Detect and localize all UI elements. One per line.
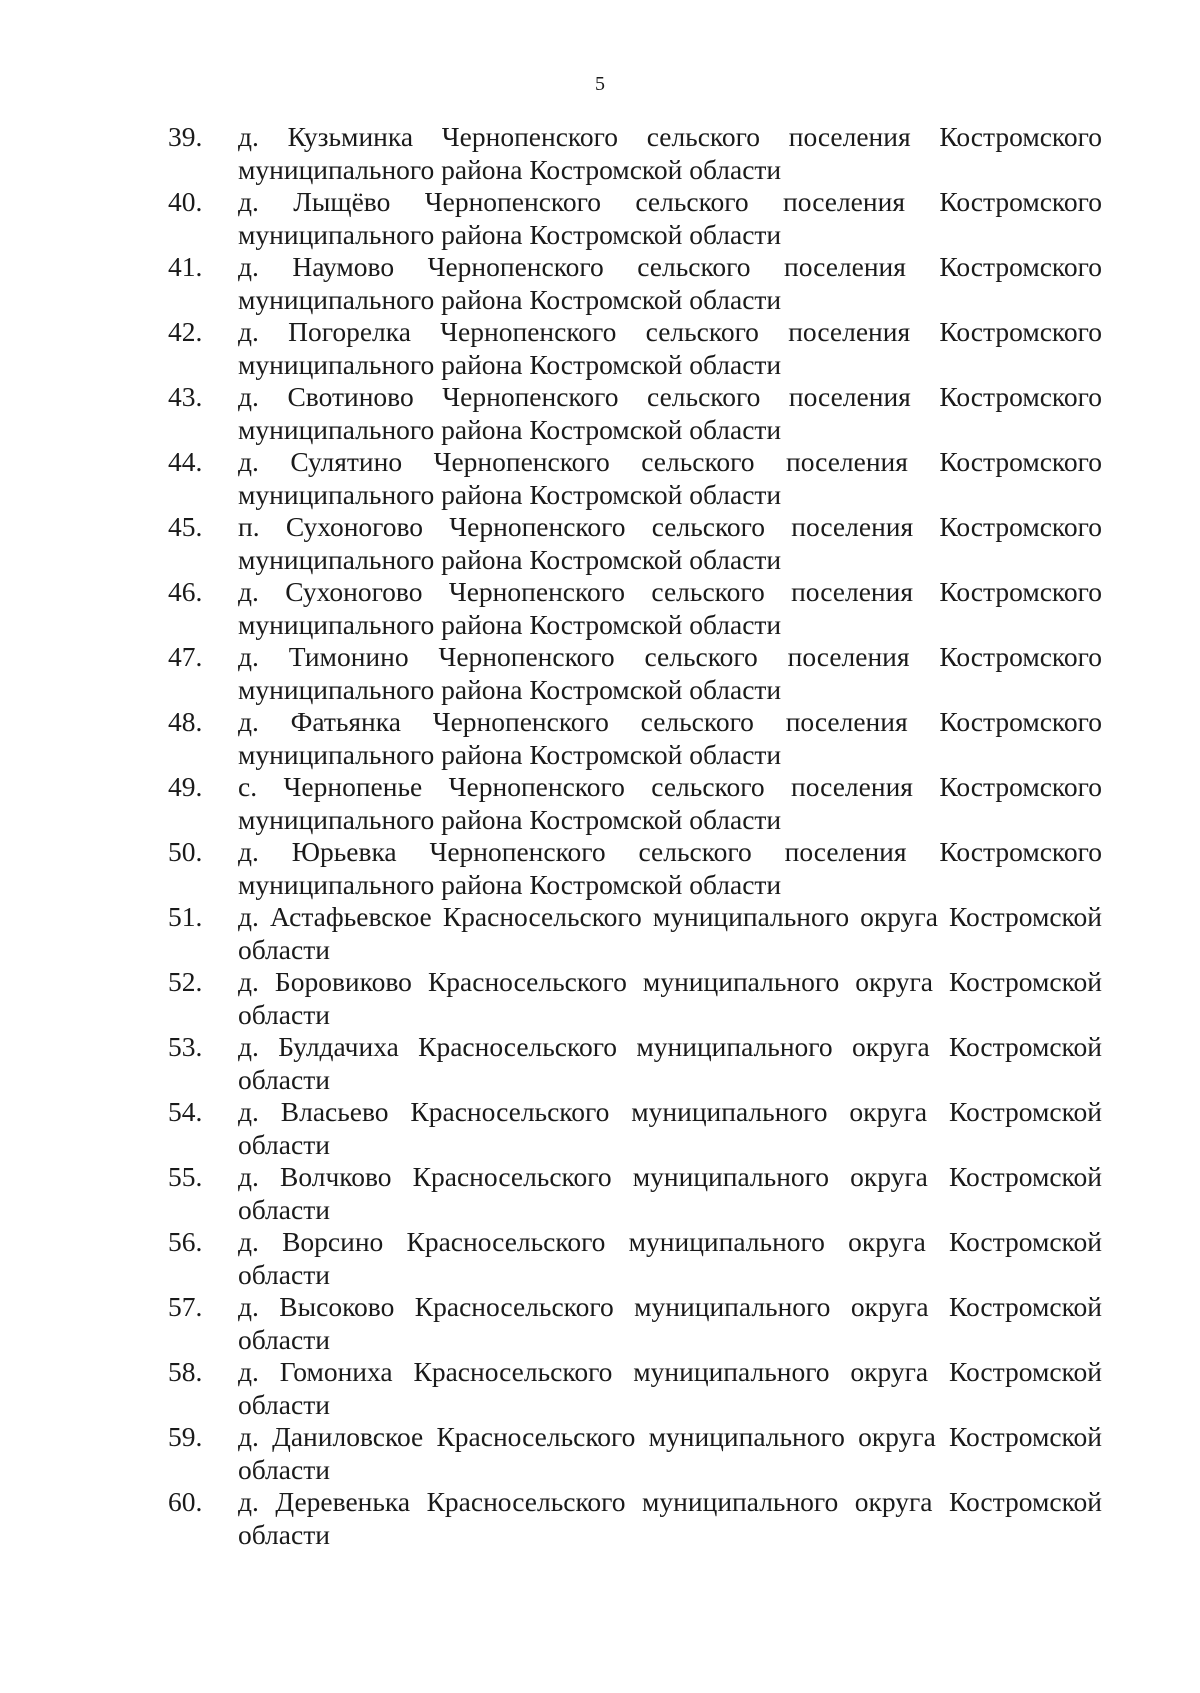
item-number: 52. bbox=[168, 966, 203, 997]
item-text: д. Деревенька Красносельского муниципального округа Костромской области bbox=[238, 1486, 1102, 1550]
settlement-list bbox=[168, 121, 1102, 1551]
item-number: 50. bbox=[168, 836, 203, 867]
list-item bbox=[168, 1356, 1102, 1421]
item-text: д. Власьево Красносельского муниципального округа Костромской области bbox=[238, 1096, 1102, 1160]
list-item bbox=[168, 901, 1102, 966]
list-item bbox=[168, 771, 1102, 836]
list-item bbox=[168, 641, 1102, 706]
item-number: 40. bbox=[168, 186, 203, 217]
item-text: д. Юрьевка Чернопенского сельского поселения Костромского муниципального района Костромской области bbox=[238, 836, 1102, 900]
list-item bbox=[168, 446, 1102, 511]
item-number: 42. bbox=[168, 316, 203, 347]
item-number: 39. bbox=[168, 121, 203, 152]
item-number: 45. bbox=[168, 511, 203, 542]
item-text: д. Свотиново Чернопенского сельского поселения Костромского муниципального района Костромской области bbox=[238, 381, 1102, 445]
list-item bbox=[168, 576, 1102, 641]
item-number: 56. bbox=[168, 1226, 203, 1257]
list-item bbox=[168, 511, 1102, 576]
item-text: д. Булдачиха Красносельского муниципального округа Костромской области bbox=[238, 1031, 1102, 1095]
list-item bbox=[168, 1226, 1102, 1291]
item-text: п. Сухоногово Чернопенского сельского поселения Костромского муниципального района Костромской области bbox=[238, 511, 1102, 575]
list-item bbox=[168, 251, 1102, 316]
item-text: д. Тимонино Чернопенского сельского поселения Костромского муниципального района Костромской области bbox=[238, 641, 1102, 705]
item-text: д. Кузьминка Чернопенского сельского поселения Костромского муниципального района Костромской области bbox=[238, 121, 1102, 185]
item-text: д. Сухоногово Чернопенского сельского поселения Костромского муниципального района Костромской области bbox=[238, 576, 1102, 640]
item-number: 60. bbox=[168, 1486, 203, 1517]
list-item bbox=[168, 186, 1102, 251]
item-number: 51. bbox=[168, 901, 203, 932]
item-text: д. Ворсино Красносельского муниципального округа Костромской области bbox=[238, 1226, 1102, 1290]
item-text: д. Фатьянка Чернопенского сельского поселения Костромского муниципального района Костромской области bbox=[238, 706, 1102, 770]
item-text: д. Волчково Красносельского муниципального округа Костромской области bbox=[238, 1161, 1102, 1225]
item-text: д. Астафьевское Красносельского муниципального округа Костромской области bbox=[238, 901, 1102, 965]
item-text: д. Даниловское Красносельского муниципального округа Костромской области bbox=[238, 1421, 1102, 1485]
item-number: 57. bbox=[168, 1291, 203, 1322]
list-item bbox=[168, 966, 1102, 1031]
item-text: д. Наумово Чернопенского сельского поселения Костромского муниципального района Костромской области bbox=[238, 251, 1102, 315]
item-text: д. Погорелка Чернопенского сельского поселения Костромского муниципального района Костромской области bbox=[238, 316, 1102, 380]
list-item bbox=[168, 836, 1102, 901]
list-item bbox=[168, 1096, 1102, 1161]
list-item bbox=[168, 121, 1102, 186]
list-item bbox=[168, 316, 1102, 381]
item-text: д. Лыщёво Чернопенского сельского поселения Костромского муниципального района Костромской области bbox=[238, 186, 1102, 250]
item-number: 41. bbox=[168, 251, 203, 282]
list-item bbox=[168, 1291, 1102, 1356]
list-item bbox=[168, 1161, 1102, 1226]
item-number: 46. bbox=[168, 576, 203, 607]
item-number: 44. bbox=[168, 446, 203, 477]
item-number: 55. bbox=[168, 1161, 203, 1192]
item-text: д. Сулятино Чернопенского сельского поселения Костромского муниципального района Костромской области bbox=[238, 446, 1102, 510]
item-number: 58. bbox=[168, 1356, 203, 1387]
page-number: 5 bbox=[595, 73, 605, 95]
item-number: 49. bbox=[168, 771, 203, 802]
item-number: 54. bbox=[168, 1096, 203, 1127]
item-number: 48. bbox=[168, 706, 203, 737]
list-item bbox=[168, 1486, 1102, 1551]
list-item bbox=[168, 381, 1102, 446]
item-text: д. Гомониха Красносельского муниципального округа Костромской области bbox=[238, 1356, 1102, 1420]
item-number: 43. bbox=[168, 381, 203, 412]
item-number: 53. bbox=[168, 1031, 203, 1062]
item-text: д. Боровиково Красносельского муниципального округа Костромской области bbox=[238, 966, 1102, 1030]
item-number: 47. bbox=[168, 641, 203, 672]
list-item bbox=[168, 1421, 1102, 1486]
item-text: д. Высоково Красносельского муниципального округа Костромской области bbox=[238, 1291, 1102, 1355]
list-item bbox=[168, 706, 1102, 771]
item-number: 59. bbox=[168, 1421, 203, 1452]
item-text: с. Чернопенье Чернопенского сельского поселения Костромского муниципального района Костромской области bbox=[238, 771, 1102, 835]
list-item bbox=[168, 1031, 1102, 1096]
